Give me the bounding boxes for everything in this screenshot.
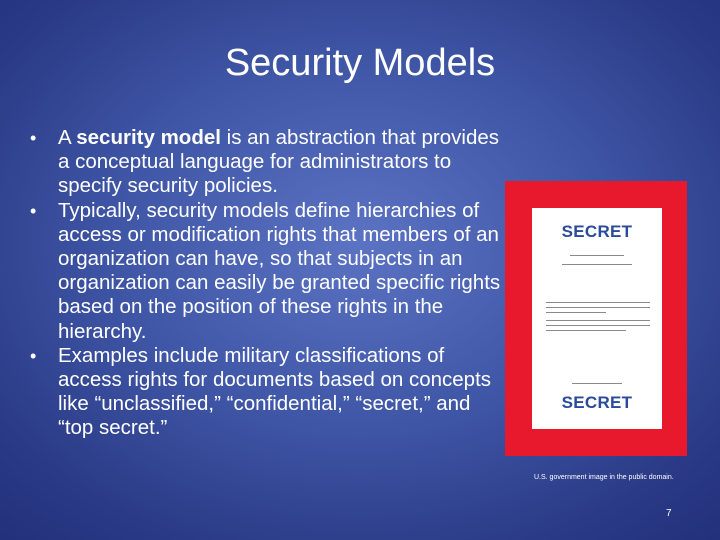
- secret-cover-sheet-image: [532, 208, 662, 429]
- bullet-text: Examples include military classifications of access rights for documents based on concepts like “unclassified,” “confidential,” “secret,” and “top secret.”: [58, 343, 492, 440]
- bullet-item: [30, 126, 505, 199]
- bullet-text: is an abstraction that provides a conceptual language for administrators to specify security policies.: [58, 126, 499, 198]
- cover-sheet-small-print: [562, 264, 632, 265]
- cover-sheet-small-print: [546, 312, 606, 313]
- cover-sheet-small-print: [572, 383, 622, 384]
- bullet-list: [30, 126, 505, 441]
- bullet-bold-term: security model: [76, 126, 221, 149]
- cover-sheet-small-print: [546, 330, 626, 331]
- bullet-item: [30, 199, 505, 344]
- bullet-dot-icon: •: [30, 200, 37, 221]
- cover-sheet-small-print: [570, 255, 624, 256]
- cover-sheet-small-print: [546, 320, 650, 321]
- cover-sheet-heading-bottom: SECRET: [561, 393, 633, 412]
- cover-sheet-small-print: [546, 325, 650, 326]
- slide-title: Security Models: [224, 42, 496, 84]
- cover-sheet-small-print: [546, 307, 650, 308]
- bullet-prefix: A: [58, 126, 77, 149]
- bullet-item: [30, 344, 505, 441]
- slide-number: 7: [666, 508, 672, 519]
- image-credit: U.S. government image in the public domain.: [534, 474, 674, 481]
- bullet-text: Typically, security models define hierarchies of access or modification rights that members of an organization can have, so that subjects in an organization can easily be granted specific rights based on the position of these rights in the hierarchy.: [58, 198, 501, 343]
- bullet-dot-icon: •: [30, 128, 37, 148]
- cover-sheet-heading-top: SECRET: [561, 222, 633, 241]
- cover-sheet-small-print: [546, 302, 650, 303]
- bullet-dot-icon: •: [30, 345, 37, 366]
